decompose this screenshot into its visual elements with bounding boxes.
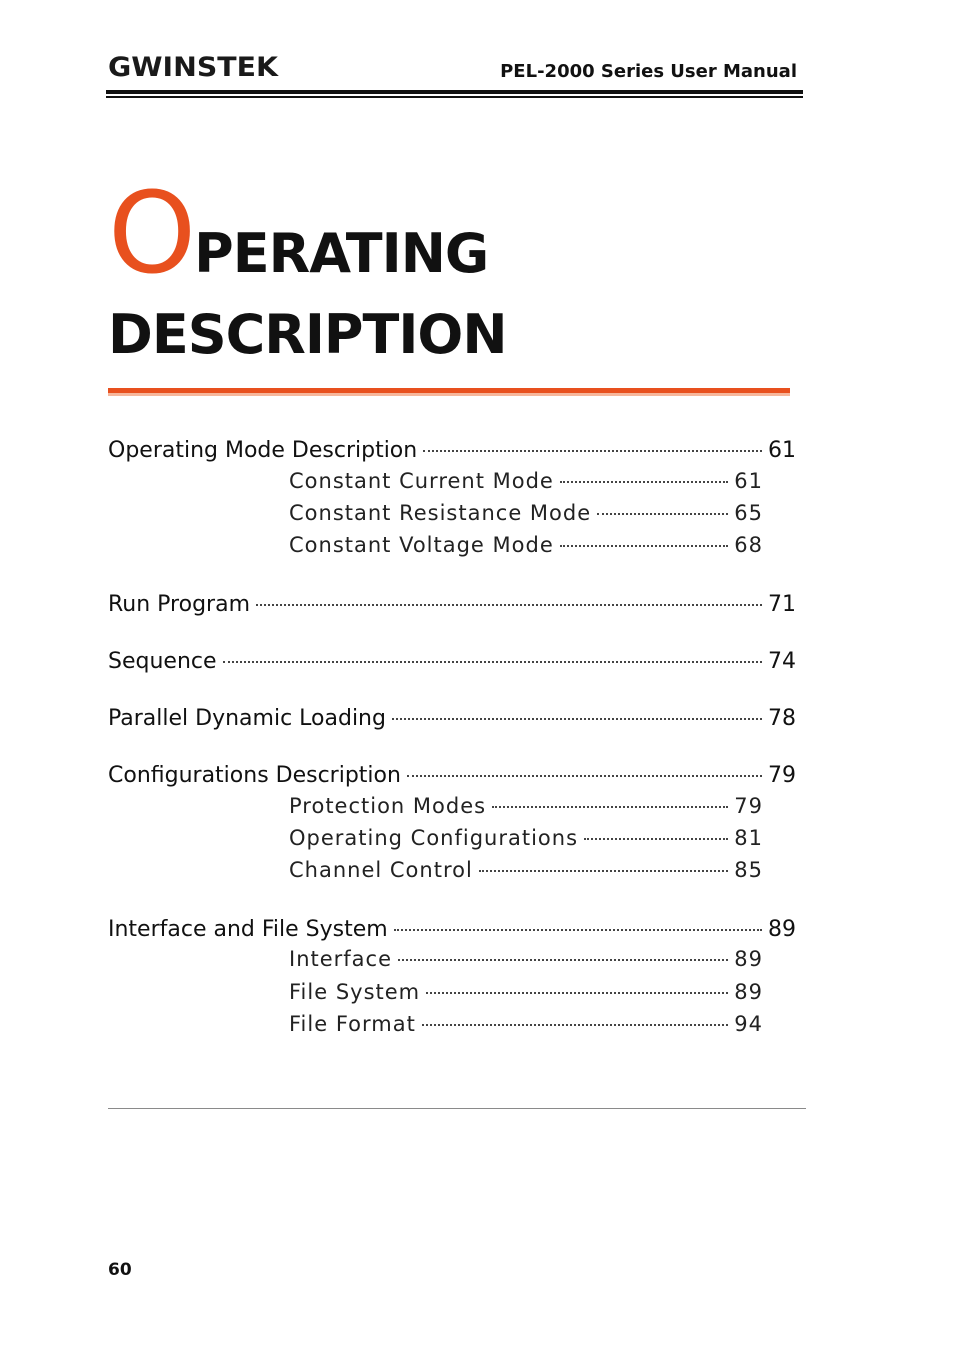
chapter-title-line-1: [108, 169, 489, 299]
toc-leader-dots: [392, 718, 762, 720]
toc-entry-page: 78: [768, 706, 796, 731]
toc-entry-label: Interface: [289, 947, 393, 971]
toc-entry-page: 89: [734, 947, 763, 971]
toc-entry-label: Constant Voltage Mode: [289, 533, 554, 557]
toc-entry-page: 79: [734, 794, 763, 818]
toc-entry-file-system[interactable]: [289, 980, 763, 1004]
toc-leader-dots: [256, 604, 762, 606]
toc-leader-dots: [560, 481, 728, 483]
toc-entry-run-program[interactable]: [108, 592, 796, 617]
toc-leader-dots: [584, 838, 728, 840]
page-number: 60: [108, 1260, 132, 1280]
toc-entry-label: Configurations Description: [108, 763, 401, 788]
toc-entry-page: 89: [768, 917, 796, 942]
toc-entry-sequence[interactable]: [108, 649, 796, 674]
header-rule-thin: [106, 96, 803, 98]
toc-entry-page: 65: [734, 501, 763, 525]
gwinstek-logo: GWINSTEK: [108, 52, 278, 83]
toc-entry-file-format[interactable]: [289, 1012, 763, 1036]
header-rule-thick: [106, 90, 803, 94]
toc-entry-page: 61: [768, 438, 796, 463]
toc-entry-label: Operating Configurations: [289, 826, 579, 850]
toc-leader-dots: [223, 661, 762, 663]
toc-entry-protection-modes[interactable]: [289, 794, 763, 818]
toc-entry-label: File Format: [289, 1012, 416, 1036]
toc-entry-constant-resistance-mode[interactable]: [289, 501, 763, 525]
chapter-title-rest: PERATING: [194, 222, 489, 285]
toc-entry-label: Protection Modes: [289, 794, 487, 818]
toc-entry-label: Channel Control: [289, 858, 473, 882]
chapter-accent-rule-shadow: [108, 393, 790, 396]
toc-entry-page: 85: [734, 858, 763, 882]
toc-entry-page: 81: [734, 826, 763, 850]
toc-entry-interface[interactable]: [289, 947, 763, 971]
toc-entry-constant-voltage-mode[interactable]: [289, 533, 763, 557]
toc-entry-label: Run Program: [108, 592, 251, 617]
toc-entry-page: 79: [768, 763, 796, 788]
toc-leader-dots: [407, 775, 762, 777]
toc-entry-page: 68: [734, 533, 763, 557]
toc-leader-dots: [398, 959, 728, 961]
toc-entry-interface-and-file-system[interactable]: [108, 917, 796, 942]
chapter-title-line-2: DESCRIPTION: [108, 303, 507, 366]
toc-entry-constant-current-mode[interactable]: [289, 469, 763, 493]
toc-entry-page: 61: [734, 469, 763, 493]
toc-leader-dots: [394, 929, 762, 931]
toc-leader-dots: [492, 806, 728, 808]
toc-leader-dots: [560, 545, 729, 547]
toc-leader-dots: [426, 992, 728, 994]
toc-entry-page: 74: [768, 649, 796, 674]
toc-entry-label: Operating Mode Description: [108, 438, 418, 463]
toc-entry-page: 71: [768, 592, 796, 617]
toc-entry-page: 94: [734, 1012, 763, 1036]
toc-entry-operating-mode-description[interactable]: [108, 438, 796, 463]
toc-entry-parallel-dynamic-loading[interactable]: [108, 706, 796, 731]
toc-entry-label: Interface and File System: [108, 917, 388, 942]
toc-leader-dots: [423, 450, 762, 452]
toc-leader-dots: [479, 870, 728, 872]
manual-title: PEL-2000 Series User Manual: [500, 61, 797, 82]
toc-leader-dots: [422, 1024, 728, 1026]
footer-rule: [108, 1108, 806, 1109]
chapter-initial-letter: O: [108, 169, 195, 299]
toc-leader-dots: [597, 513, 728, 515]
toc-entry-label: Constant Current Mode: [289, 469, 554, 493]
toc-entry-label: Sequence: [108, 649, 217, 674]
toc-entry-page: 89: [734, 980, 763, 1004]
toc-entry-operating-configurations[interactable]: [289, 826, 763, 850]
toc-entry-configurations-description[interactable]: [108, 763, 796, 788]
toc-entry-label: File System: [289, 980, 421, 1004]
toc-entry-label: Parallel Dynamic Loading: [108, 706, 386, 731]
toc-entry-label: Constant Resistance Mode: [289, 501, 592, 525]
toc-entry-channel-control[interactable]: [289, 858, 763, 882]
